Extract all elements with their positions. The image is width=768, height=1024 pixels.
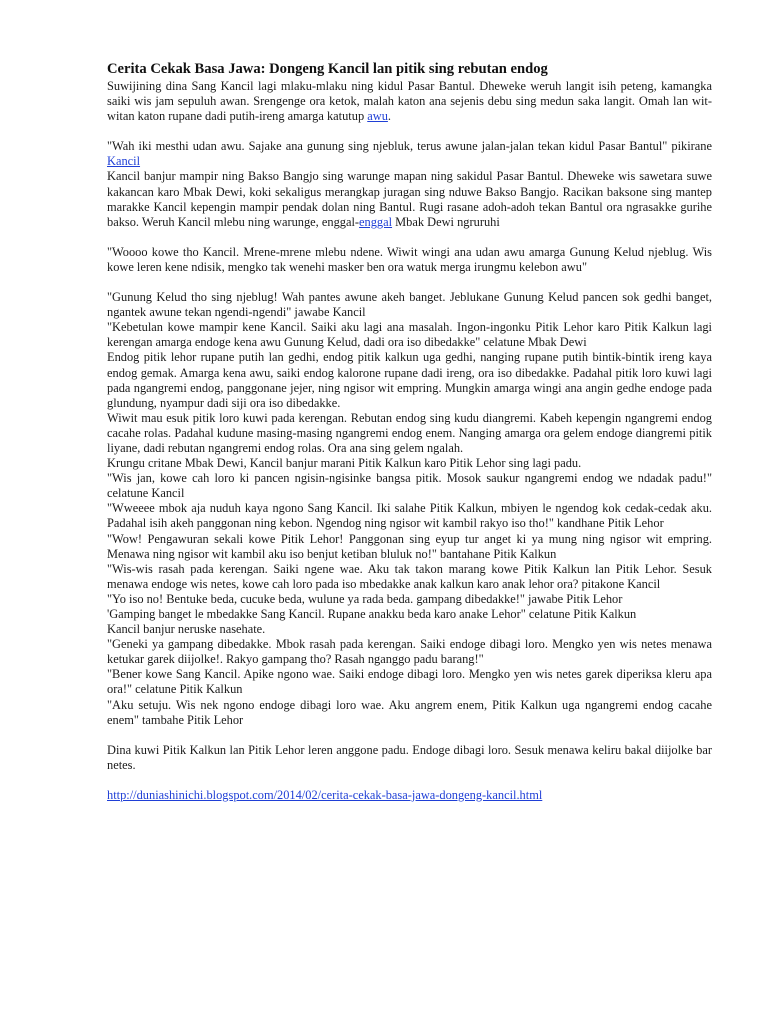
paragraph-ending: Dina kuwi Pitik Kalkun lan Pitik Lehor leren anggone padu. Endoge dibagi loro. Sesuk menawa keliru bakal diijolke bar netes. <box>107 742 712 772</box>
paragraph-intro-text: Suwijining dina Sang Kancil lagi mlaku-mlaku ning kidul Pasar Bantul. Dheweke weruh langit isih peteng, kamangka saiki wis jam sepuluh awan. Srengenge ora ketok, malah katon ana sejenis debu sing medun saka langit. Omah lan wit-witan katon rupane dadi putih-ireng amarga katutup <box>107 79 712 124</box>
paragraph-bakso-text: Kancil banjur mampir ning Bakso Bangjo sing warunge mapan ning sakidul Pasar Bantul. Dheweke wis sawetara suwe kakancan karo Mbak Dewi, koki sekaligus merangkap juragan sing nduwe Bakso Bangjo. Racikan baksone sing mantep marakke Kancil kepengin mampir pendak dolan ning Bantul. Rugi rasane adoh-adoh tekan Bantul ora ngrasakke gurihe bakso. Weruh Kancil mlebu ning warunge, enggal- <box>107 169 712 229</box>
source-link[interactable]: http://duniashinichi.blogspot.com/2014/02/cerita-cekak-basa-jawa-dongeng-kancil.html <box>107 787 543 802</box>
dialogue-line: "Kebetulan kowe mampir kene Kancil. Saiki aku lagi ana masalah. Ingon-ingonku Pitik Lehor karo Pitik Kalkun lagi kerengan amarga endoge kena awu Gunung Kelud, dadi ora iso dibedakke" celatune Mbak Dewi <box>107 320 712 350</box>
document-page <box>107 61 712 803</box>
dialogue-line: "Geneki ya gampang dibedakke. Mbok rasah pada kerengan. Saiki endoge dibagi loro. Mengko yen wis netes menawa ketukar garek diijolke!. Rakyo gampang tho? Rasah nganggo padu barang!" <box>107 637 712 667</box>
dialogue-line: Endog pitik lehor rupane putih lan gedhi, endog pitik kalkun uga gedhi, nanging rupane putih bintik-bintik ireng kaya endog gemak. Amarga kena awu, saiki endog kalorone rupane dadi ireng, ora iso dibedakke. Padahal pitik loro kuwi lagi pada ngangremi endog, panggonane jejer, ning ngisor wit empring. Mungkin amarga wingi ana angin gedhe endoge pada glundung, nyampur dadi siji ora iso dibedakke. <box>107 350 712 410</box>
paragraph-kancil-thought-text: "Wah iki mesthi udan awu. Sajake ana gunung sing njebluk, terus awune jalan-jalan tekan kidul Pasar Bantul" pikirane <box>107 139 712 154</box>
dialogue-line: "Wow! Pengawuran sekali kowe Pitik Lehor! Panggonan sing eyup tur anget ki ya mung ning ngisor wit empring. Menawa ning ngisor wit kambil aku iso benjut ketiban bluluk no!" bantahane Pitik Kalkun <box>107 531 712 561</box>
dialogue-line: "Yo iso no! Bentuke beda, cucuke beda, wulune ya rada beda. gampang dibedakke!" jawabe Pitik Lehor <box>107 591 623 606</box>
dialogue-line: Kancil banjur neruske nasehate. <box>107 622 266 637</box>
page-title: Cerita Cekak Basa Jawa: Dongeng Kancil lan pitik sing rebutan endog <box>107 61 548 77</box>
dialogue-line: "Wis jan, kowe cah loro ki pancen ngisin-ngisinke bangsa pitik. Mosok saukur ngangremi endog we ndadak padu!" celatune Kancil <box>107 471 712 501</box>
paragraph-intro <box>107 79 712 124</box>
paragraph-bakso-end: Mbak Dewi ngruruhi <box>392 214 500 229</box>
link-awu[interactable]: awu <box>367 109 388 124</box>
dialogue-line: Wiwit mau esuk pitik loro kuwi pada kerengan. Rebutan endog sing kudu diangremi. Kabeh kepengin ngangremi endog cacahe rolas. Padahal kudune masing-masing ngangremi endog enem. Nanging amarga ora gelem endoge diangremi pitik liyane, dadi rebutan ngangremi endog rolas. Ora ana sing gelem ngalah. <box>107 410 712 455</box>
source-line <box>107 788 712 803</box>
dialogue-line: "Wis-wis rasah pada kerengan. Saiki ngene wae. Aku tak takon marang kowe Pitik Kalkun lan Pitik Lehor. Sesuk menawa endoge wis netes, kowe cah loro pada iso mbedakke anak kalkun karo anak lehor ora? pitakone Kancil <box>107 561 712 591</box>
paragraph-intro-end: . <box>387 109 392 124</box>
link-kancil[interactable]: Kancil <box>107 154 141 169</box>
dialogue-line: "Bener kowe Sang Kancil. Apike ngono wae. Saiki endoge dibagi loro. Mengko yen wis netes garek diperiksa kleru apa ora!" celatune Pitik Kalkun <box>107 667 712 697</box>
paragraph-dewi-greeting: "Woooo kowe tho Kancil. Mrene-mrene mlebu ndene. Wiwit wingi ana udan awu amarga Gunung Kelud njeblug. Wis kowe leren kene ndisik, mengko tak wenehi masker ben ora watuk merga irungmu kelebon awu" <box>107 244 712 274</box>
dialogue-line: "Aku setuju. Wis nek ngono endoge dibagi loro wae. Aku angrem enem, Pitik Kalkun uga ngangremi endog cacahe enem" tambahe Pitik Lehor <box>107 697 712 727</box>
dialogue-line: "Gunung Kelud tho sing njeblug! Wah pantes awune akeh banget. Jeblukane Gunung Kelud pancen sok gedhi banget, ngantek awune tekan ngendi-ngendi" jawabe Kancil <box>107 290 712 320</box>
dialogue-line: 'Gamping banget le mbedakke Sang Kancil. Rupane anakku beda karo anake Lehor" celatune Pitik Kalkun <box>107 607 637 621</box>
dialogue-block <box>107 290 712 728</box>
link-enggal[interactable]: enggal <box>359 214 393 229</box>
dialogue-line: Krungu critane Mbak Dewi, Kancil banjur marani Pitik Kalkun karo Pitik Lehor sing lagi padu. <box>107 456 582 471</box>
dialogue-line: "Wweeee mbok aja nuduh kaya ngono Sang Kancil. Iki salahe Pitik Kalkun, mbiyen le ngendog kok cedak-cedak aku. Padahal isih akeh panggonan ning kebon. Ngendog ning ngisor wit kambil rakyo iso tho!" kandhane Pitik Lehor <box>107 501 712 531</box>
paragraph-kancil-thought <box>107 139 712 169</box>
paragraph-bakso-bangjo <box>107 169 712 229</box>
